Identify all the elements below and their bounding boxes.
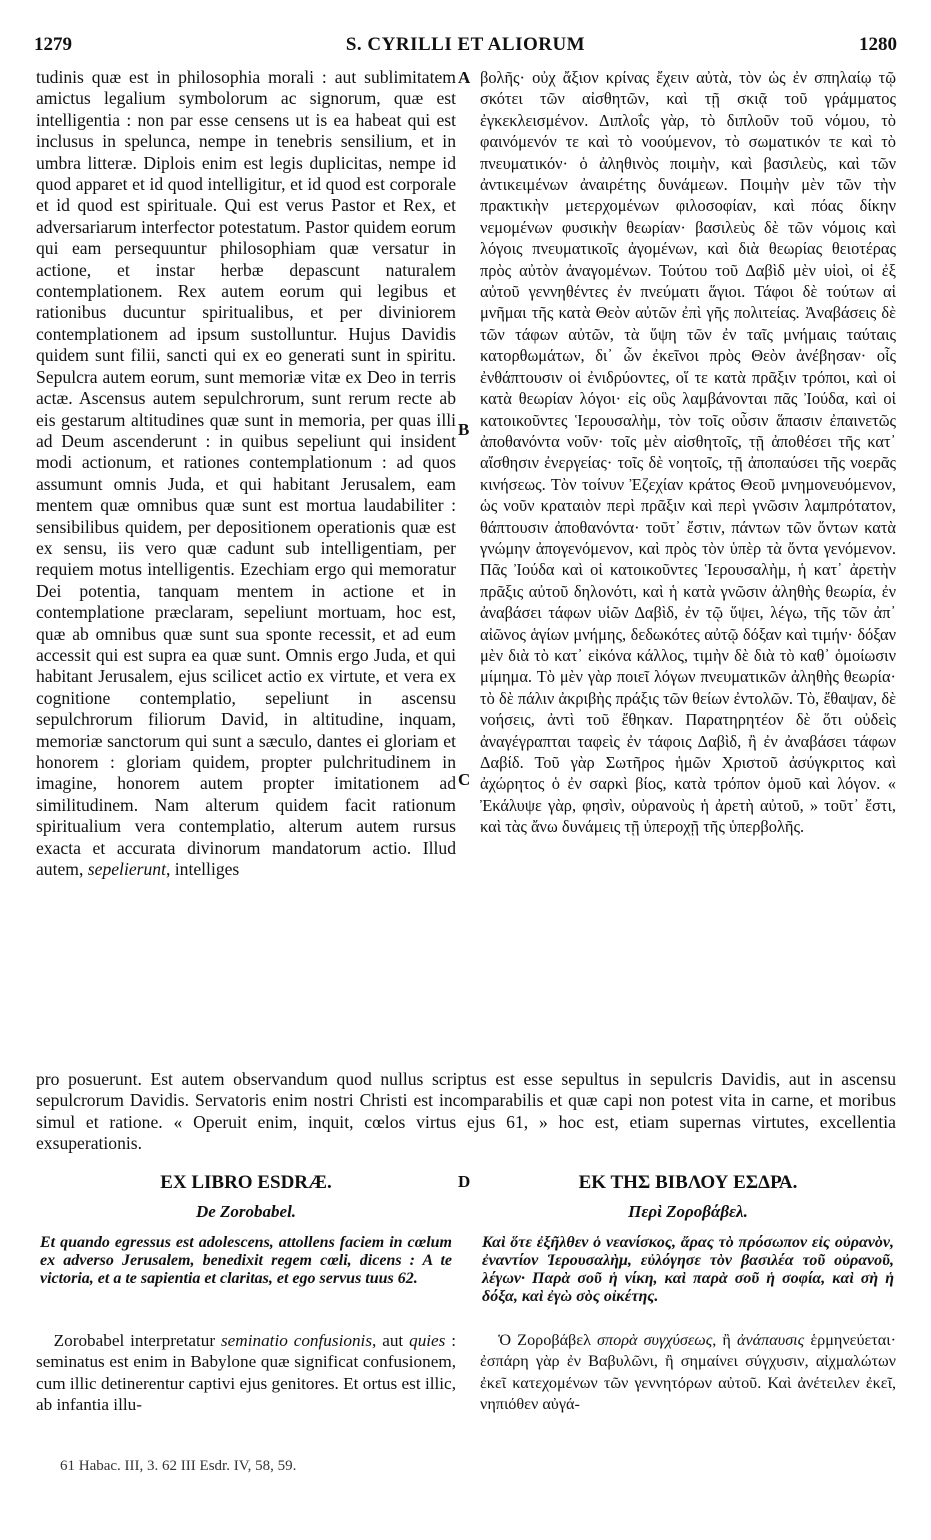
latin-para-start: Zorobabel interpretatur — [53, 1331, 216, 1350]
running-title: S. CYRILLI ET ALIORUM — [345, 34, 586, 55]
latin-section-subheading: De Zorobabel. — [195, 1202, 297, 1221]
latin-section-heading: EX LIBRO ESDRÆ. — [160, 1172, 332, 1193]
greek-section-heading: ΕΚ ΤΗΣ ΒΙΒΛΟΥ ΕΣΔΡΑ. — [578, 1172, 798, 1193]
latin-para-italic1: seminatio confusionis — [220, 1331, 373, 1350]
greek-para-rest: ἑρμηνεύεται· ἐσπάρη γὰρ ἐν Βαβυλῶνι, ἢ σημαίνει σύγχυσιν, αἰχμαλώτων ἐκεῖ κατεχομένων τῶν γεννητόρων αὐτοῦ. Καὶ ἀνέτειλεν ἐκεῖ, νηπιόθεν αὐγά- — [480, 1331, 897, 1414]
greek-paragraph — [480, 1330, 896, 1416]
margin-letter-b: B — [458, 420, 470, 439]
latin-para-italic2: quies — [409, 1331, 446, 1350]
latin-tail: , intelliges — [165, 859, 240, 880]
latin-italic: sepelierunt — [87, 859, 166, 880]
margin-letter-a: A — [458, 68, 471, 87]
left-page-number: 1279 — [34, 34, 72, 55]
greek-para-start: Ὁ Ζοροβάβελ — [498, 1331, 591, 1349]
latin-paragraph — [36, 1330, 456, 1416]
margin-letter-d: D — [458, 1172, 471, 1191]
latin-para-mid: , aut — [372, 1331, 404, 1350]
greek-text: βολῆς· οὐχ ἄξιον κρίνας ἔχειν αὐτὰ, τὸν ὡς ἐν σπηλαίῳ τῷ σκότει τῶν αἰσθητῶν, καὶ τῇ σκιᾷ τοῦ γράμματος ἐγκεκλεισμένον. Διπλοΐς γὰρ, τὸ διπλοῦν τοῦ νόμου, τὸ φαινόμενόν τε καὶ τὸ νοούμενον, τὸ σωματικόν τε καὶ τὸ πνευματικόν· ὁ ἀληθινὸς ποιμὴν, καὶ βασιλεὺς, καὶ τῶν ἀντικειμένων ἀναιρέτης δυνάμεων. Ποιμὴν μὲν τῶν τὴν πρακτικὴν μετερχομένων φιλοσοφίαν, καὶ πόας δίκην νεμομένων φυσικὴν θεωρίαν· βασιλεὺς δὲ τῶν νόμοις καὶ λόγοις πνευματικοῖς ἀγομένων, καὶ διὰ θεωρίας θειοτέρας πρὸς αὐτὸν ἀναγομένων. Τούτου τοῦ Δαβὶδ μὲν υἱοὶ, οἱ ἐξ αὐτοῦ γεννηθέντες ἐν πνεύματι ἅγιοι. Τάφοι δὲ τούτων αἱ μνῆμαι τῆς κατὰ Θεὸν αὐτῶν ἐπὶ γῆς πολιτείας. Ἀναβάσεις δὲ τῶν τάφων αὐτῶν, τὰ ὕψη τῶν ἐν ταῖς μνήμαις ταύταις κατορθωμάτων, δι᾿ ὧν ἐκεῖνοι πρὸς Θεὸν ἀνέβησαν· οἷς ἐνθάπτουσιν οἱ ἐνιδρύοντες, οἵ τε κατὰ πρᾶξιν τρόποι, καὶ οἱ κατὰ θεωρίαν λόγοι· εἰς οὓς λαμβάνονται πᾶς Ἰούδα, καὶ οἱ κατοικοῦντες Ἱερουσαλὴμ, τὸν τοῖς οὖσιν ἅπασιν ἐπαινετῶς ἀποθανόντα νοῦν· τοῖς μὲν αἰσθητοῖς, τῇ ἀποθέσει τῆς κατ᾿ αἴσθησιν ἐνεργείας· τοῖς δὲ νοητοῖς, τῇ ἀποπαύσει τῆς νοερᾶς κινήσεως. Τὸν τοίνυν Ἐζεχίαν κράτος Θεοῦ μνημονευόμενον, ὡς νοῦν κραταιὸν περὶ πρᾶξιν καὶ περὶ γνῶσιν λαμπρότατον, θάπτουσιν ἀποθανόντα· τοῦτ᾿ ἔστιν, πάντων τῶν ὄντων κατὰ γνώμην ἀπογενόμενον, καὶ πρὸς τὸν ὑπὲρ τὰ ὄντα γενόμενον. Πᾶς Ἰούδα καὶ οἱ κατοικοῦντες Ἱερουσαλὴμ, ἡ κατ᾿ ἀρετὴν πρᾶξις αὐτοῦ δηλονότι, καὶ ἡ κατὰ γνῶσιν ἀληθὴς θεωρία, ἐν ἀναβάσει τάφων υἱῶν Δαβὶδ, ἐν τῷ ὕψει, λέγω, τῆς τῶν ἀπ᾿ αἰῶνος ἁγίων μνήμης, δεδωκότες αὐτῷ δόξαν καὶ τιμήν· δόξαν μὲν διὰ τὸ κατ᾿ εἰκόνα κάλλος, τιμὴν δὲ διὰ τὸ καθ᾿ ὁμοίωσιν μίμημα. Τὸ μὲν γὰρ ποιεῖ λόγων πνευματικῶν ἀληθὴς θεωρία· τὸ δὲ πάλιν ἀκριβὴς πράξις τῶν θείων ἐντολῶν. Τὸ, ἔθαψαν, δὲ νοήσεις, ἀντὶ τοῦ ἔθηκαν. Παρατηρητέον δὲ ὅτι οὐδεὶς ἀναγέγραπται ταφεὶς ἐν τάφοις Δαβὶδ, ἢ ἐν ἀναβάσει τάφων Δαβίδ. Τοῦ γὰρ Σωτῆρος ἡμῶν Χριστοῦ ἀσύγκριτος καὶ ἀχώρητος ὁ ἐν σαρκὶ βίος, κατὰ τρόπον ὁμοῦ καὶ λόγον. « Ἐκάλυψε γὰρ, φησὶν, οὐρανοὺς ἡ ἀρετὴ αὐτοῦ, » τοῦτ᾿ ἔστι, καὶ τὰς ἄνω δυνάμεις τῇ ὑπεροχῇ τῆς ὑπερβολῆς. — [480, 68, 896, 837]
full-width-paragraph: pro posuerunt. Est autem observandum quod nullus scriptus est esse sepultus in sepulcris Davidis, aut in ascensu sepulcrorum Davidis. Servatoris enim nostri Christi est incomparabilis et quæ capi non potest vita in carne, et moribus simul et ratione. « Operuit enim, inquit, cœlos virtus ejus 61, » hoc est, etiam supernas virtutes, excellentia exsuperationis. — [36, 1069, 896, 1154]
greek-section-subheading: Περὶ Ζοροβάβελ. — [628, 1202, 748, 1221]
greek-para-mid: , ἢ — [712, 1331, 731, 1349]
footnotes: 61 Habac. III, 3. 62 III Esdr. IV, 58, 59. — [60, 1458, 297, 1474]
greek-para-italic2: ἀνάπαυσις — [736, 1331, 805, 1349]
latin-verse: Et quando egressus est adolescens, attollens faciem in cœlum ex adverso Jerusalem, benedixit regem cœli, dicens : A te victoria, et a te sapientia et claritas, et ego servus tuus 62. — [40, 1234, 452, 1287]
margin-letter-c: C — [458, 770, 471, 789]
latin-para-rest: : seminatus est enim in Babylone quæ significat confusionem, cum illic detinerentur captivi ejus genitores. Et ortus est illic, ab infantia illu- — [36, 1331, 457, 1415]
latin-text: tudinis quæ est in philosophia morali : aut sublimitatem amictus legalium symbolorum ac signorum, quæ est intelligentia : non par esse censens ut is ea habeat qui est inclusus in spelunca, nempe in tenebris sensilium, et in umbra litteræ. Diplois enim est legis duplicitas, nempe id quod apparet et id quod intelligitur, et id quod est corporale et id quod est spirituale. Qui est verus Pastor et Rex, et adversariarum interfector potestatum. Pastor quidem eorum qui eam persequuntur philosophiam quæ versatur in actione, et instar herbæ depascunt naturalem contemplationem. Rex autem eorum qui legibus et rationibus ducuntur spiritualibus, et per diviniorem contemplationem ad ipsum sustolluntur. Hujus Davidis quidem sunt filii, sancti qui ex eo generati sunt in spiritu. Sepulcra autem eorum, sunt memoriæ vitæ ex Deo in terris actæ. Ascensus autem sepulchrorum, sunt rerum recte ab eis gestarum altitudines quæ sunt in memoria, per quas illi ad Deum ascenderunt : in quibus sepeliunt qui insident modi actionum, et rationes contemplationum : ad quos assumunt omnis Juda, et qui habitant Jerusalem, eam mentem quæ omnibus quæ sunt est mortua laudabiliter : sensibilibus quidem, per depositionem operationis quæ est ex sensu, iis vero quæ cadunt sub intelligentiam, per requiem motus intelligentis. Ezechiam ergo qui memoratur Dei potentia, tanquam mentem in actione et in contemplatione præclaram, sepeliunt mortuam, hoc est, quæ ab omnibus quæ sunt sua sponte recessit, et ad eum accessit qui est supra ea quæ sunt. Omnis ergo Juda, et qui habitant Jerusalem, ejus scilicet actio ex virtute, et vera ex cognitione contemplatio, sepeliunt in ascensu sepulchrorum filiorum David, in altitudine, inquam, memoriæ sanctorum qui sunt a sæculo, dantes ei gloriam et honorem : gloriam quidem, propter pulchritudinem in imagine, honorem autem propter imitationem ad similitudinem. Nam alterum quidem facit rationum spiritualium vera contemplatio, alterum autem rursus exacta et accurata divinorum mandatorum actio. Illud autem, — [36, 67, 456, 880]
right-page-number: 1280 — [859, 34, 897, 55]
greek-para-italic1: σπορὰ συγχύσεως — [597, 1331, 713, 1349]
greek-column — [480, 67, 896, 838]
latin-column — [36, 67, 456, 880]
greek-verse: Καὶ ὅτε ἐξῆλθεν ὁ νεανίσκος, ἄρας τὸ πρόσωπον εἰς οὐρανὸν, ἐναντίον Ἱερουσαλὴμ, εὐλόγησε τὸν βασιλέα τοῦ οὐρανοῦ, λέγων· Παρὰ σοῦ ἡ νίκη, καὶ παρὰ σοῦ ἡ σοφία, καὶ σὴ ἡ δόξα, καὶ ἐγὼ σὸς οἰκέτης. — [482, 1234, 894, 1305]
